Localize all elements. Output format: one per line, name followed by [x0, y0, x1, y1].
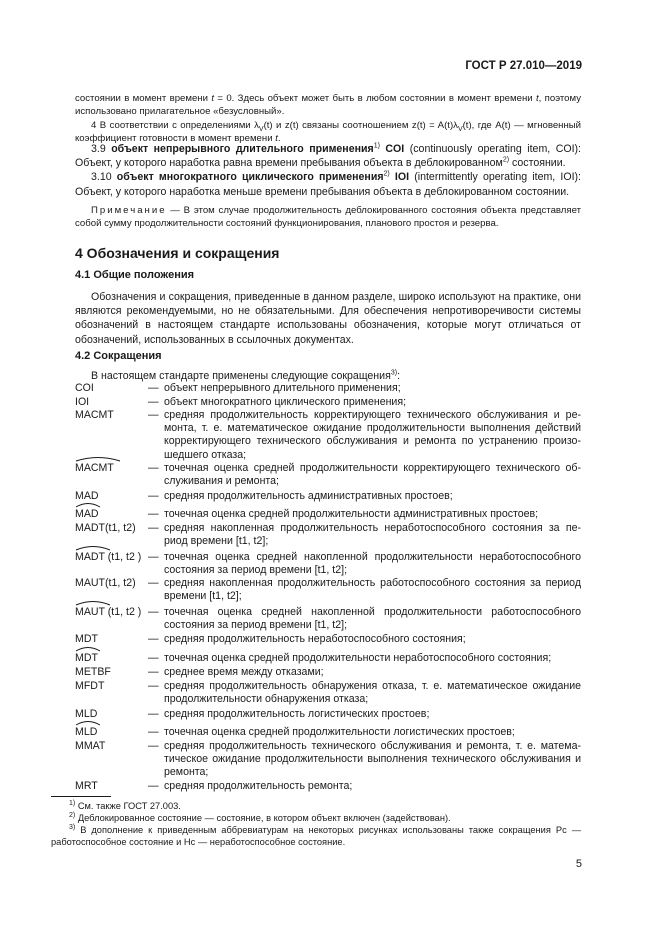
abbr-row: MDT — точечная оценка средней продолжительности неработоспособного состояния; [75, 652, 581, 665]
note-label: Примечание [91, 205, 167, 216]
note-text: — В этом случае продолжительность деблокированного состояния объекта представляет собой сумму продолжительности состояний функционирования, планового простоя и резерва. [75, 205, 581, 230]
footnote: $^{2)}$ Деблокированное состояние — состояние, в котором объект включен (задействован). [69, 811, 451, 823]
section-4-title: 4 Обозначения и сокращения [75, 245, 280, 261]
section-4-1-text: Обозначения и сокращения, приведенные в данном разделе, широко используют на практике, они являются рекомендуемыми, но не обязательными. Для обеспечения непротиворечивости системы обозначений в настоящем стандарте использованы обозначения, которые могут отличаться от обозначений, использованных в ссылочных документах. [75, 291, 581, 346]
abbr-row: MLD — средняя продолжительность логистических простоев; [75, 708, 430, 720]
abbr-row: MDT — средняя продолжительность неработоспособного состояния; [75, 633, 466, 645]
term-3-9: 3.9 объект непрерывного длительного применения$^{1)}$ COI (continuously operating item, COI): Объект, у которого наработка равна времени пребывания объекта в деблокированном$^{2)}$ состоянии. [75, 142, 581, 170]
note-block [75, 204, 581, 231]
abbr-row: MAD — средняя продолжительность административных простоев; [75, 490, 453, 502]
intro-block [75, 92, 581, 146]
term-3-10: 3.10 объект многократного циклического применения$^{2)}$ IOI (intermittently operating item, IOI): Объект, у которого наработка меньше времени пребывания объекта в деблокированном состоянии. [75, 170, 582, 198]
standard-header: ГОСТ Р 27.010—2019 [465, 60, 582, 72]
abbr-row: MADT (t1, t2 ) — точечная оценка средней накопленной продолжительности неработоспособного состояния за период времени [t1, t2]; [75, 551, 581, 577]
section-4-2-title: 4.2 Сокращения [75, 350, 162, 362]
abbr-row: MACMT — средняя продолжительность корректирующего технического обслуживания и ремонта, т. е. математическое ожидание продолжительности выполнения действий корректирующего технического обслуживания и ремонта по устранению произошедшего отказа; [75, 409, 581, 461]
terms-block [75, 142, 581, 199]
abbreviations-intro: В настоящем стандарте применены следующие сокращения$^{3)}$: [91, 369, 401, 382]
abbr-row: MAUT(t1, t2) — средняя накопленная продолжительность работоспособного состояния за период времени [t1, t2]; [75, 577, 581, 603]
abbr-row: MACMT — точечная оценка средней продолжительности корректирующего технического обслуживания и ремонта; [75, 462, 581, 488]
footnote-rule [51, 796, 111, 797]
abbr-row: MAD — точечная оценка средней продолжительности административных простоев; [75, 508, 581, 521]
abbr-row: MFDT — средняя продолжительность обнаружения отказа, т. е. математическое ожидание продолжительности обнаружения отказа; [75, 680, 581, 706]
footnote: $^{1)}$ См. также ГОСТ 27.003. [69, 799, 181, 811]
abbr-row: MMAT — средняя продолжительность технического обслуживания и ремонта, т. е. математическое ожидание продолжительности выполнения технического обслуживания и ремонта; [75, 740, 581, 779]
abbr-row: METBF — среднее время между отказами; [75, 666, 324, 678]
footnote: $^{3)}$ В дополнение к приведенным аббревиатурам на некоторых рисунках использованы также сокращения Рс — работоспособное состояние и Нс — неработоспособное состояние. [51, 823, 581, 847]
abbr-row: MADT(t1, t2) — средняя накопленная продолжительность неработоспособного состояния за период времени [t1, t2]; [75, 522, 581, 548]
page-number: 5 [575, 858, 582, 870]
intro-continuation: состоянии в момент времени t = 0. Здесь объект может быть в любом состоянии в момент времени t, поэтому использовано прилагательное «безусловный». [75, 93, 582, 118]
abbr-row: MLD — точечная оценка средней продолжительности логистических простоев; [75, 726, 581, 739]
abbr-row: MAUT (t1, t2 ) — точечная оценка средней накопленной продолжительности работоспособного состояния за период времени [t1, t2]; [75, 606, 581, 632]
note-4: 4 В соответствии с определениями $\lambda_V(t)$ и z(t) связаны соотношением $z(t) = A(t)\lambda_V(t)$, где A(t) — мгновенный коэффициент готовности в момент времени t. [75, 119, 581, 145]
abbr-row: IOI — объект многократного циклического применения; [75, 396, 407, 408]
abbr-row: COI — объект непрерывного длительного применения; [75, 382, 401, 394]
abbr-row: MRT — средняя продолжительность ремонта; [75, 780, 353, 792]
section-4-1-title: 4.1 Общие положения [75, 269, 195, 281]
